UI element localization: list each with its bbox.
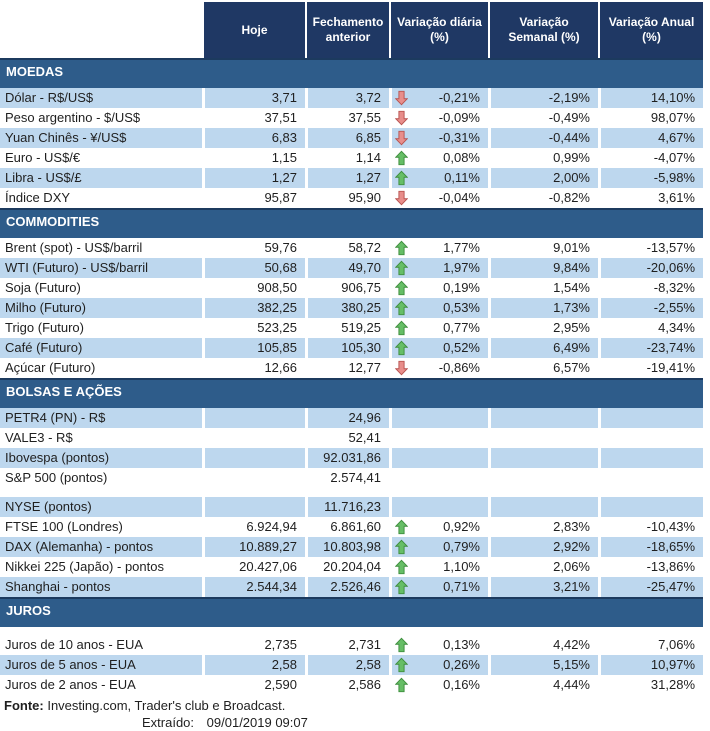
variacao-diaria-value: 0,19% — [443, 280, 480, 295]
variacao-semanal-cell — [488, 468, 598, 488]
table-row — [0, 537, 703, 557]
up-arrow-icon — [395, 280, 408, 296]
fechamento-cell: 2,586 — [305, 675, 389, 695]
up-arrow-icon — [395, 579, 408, 595]
row-gap — [0, 488, 703, 497]
variacao-semanal-cell — [488, 448, 598, 468]
hoje-cell: 2,590 — [202, 675, 305, 695]
row-label: FTSE 100 (Londres) — [5, 519, 123, 534]
variacao-semanal-cell: 9,01% — [488, 238, 598, 258]
table-row — [0, 655, 703, 675]
up-arrow-icon — [395, 340, 408, 356]
section-header-commodities: COMMODITIES — [0, 208, 703, 238]
variacao-diaria-cell — [389, 128, 488, 148]
fechamento-cell: 105,30 — [305, 338, 389, 358]
extracted-timestamp: 09/01/2019 09:07 — [206, 715, 308, 730]
variacao-anual-cell: 7,06% — [598, 635, 703, 655]
hoje-cell — [202, 448, 305, 468]
down-arrow-icon — [395, 110, 408, 126]
fechamento-cell: 906,75 — [305, 278, 389, 298]
variacao-semanal-cell: 4,44% — [488, 675, 598, 695]
variacao-anual-cell — [598, 408, 703, 428]
variacao-diaria-value: -0,09% — [438, 110, 480, 125]
column-header-hoje: Hoje — [202, 2, 305, 58]
table-row — [0, 168, 703, 188]
variacao-anual-cell: -20,06% — [598, 258, 703, 278]
hoje-cell: 2,58 — [202, 655, 305, 675]
variacao-diaria-cell — [389, 278, 488, 298]
header-spacer — [0, 2, 202, 58]
variacao-semanal-cell — [488, 408, 598, 428]
column-header-variacao-diaria: Variação diária (%) — [389, 2, 488, 58]
down-arrow-icon — [395, 190, 408, 206]
variacao-diaria-cell — [389, 298, 488, 318]
row-label: Dólar - R$/US$ — [0, 88, 202, 108]
variacao-anual-cell: 4,34% — [598, 318, 703, 338]
column-header-fechamento: Fechamento anterior — [305, 2, 389, 58]
variacao-diaria-value: 0,79% — [443, 539, 480, 554]
hoje-cell: 105,85 — [202, 338, 305, 358]
table-row — [0, 128, 703, 148]
variacao-anual-cell: 3,61% — [598, 188, 703, 208]
hoje-cell: 12,66 — [202, 358, 305, 378]
variacao-diaria-value: 0,13% — [443, 637, 480, 652]
source-text: Investing.com, Trader's club e Broadcast. — [47, 698, 286, 713]
table-row — [0, 298, 703, 318]
row-label: S&P 500 (pontos) — [5, 470, 108, 485]
hoje-cell: 2,735 — [202, 635, 305, 655]
row-label: Euro - US$/€ — [5, 150, 81, 165]
source-line — [4, 697, 703, 714]
down-arrow-icon — [395, 90, 408, 106]
hoje-cell: 3,71 — [202, 88, 305, 108]
hoje-cell: 95,87 — [202, 188, 305, 208]
up-arrow-icon — [395, 677, 408, 693]
row-label: Índice DXY — [5, 190, 71, 205]
variacao-semanal-cell — [488, 428, 598, 448]
extracted-line — [4, 714, 703, 731]
variacao-anual-cell: 98,07% — [598, 108, 703, 128]
table-row — [0, 188, 703, 208]
variacao-anual-cell — [598, 497, 703, 517]
variacao-diaria-value: -0,31% — [438, 130, 480, 145]
variacao-anual-cell: -8,32% — [598, 278, 703, 298]
fechamento-cell: 1,27 — [305, 168, 389, 188]
fechamento-cell: 2.526,46 — [305, 577, 389, 597]
row-label: Juros de 5 anos - EUA — [0, 655, 202, 675]
up-arrow-icon — [395, 170, 408, 186]
fechamento-cell: 6,85 — [305, 128, 389, 148]
variacao-diaria-cell — [389, 655, 488, 675]
variacao-anual-cell: -13,86% — [598, 557, 703, 577]
variacao-diaria-value: 0,53% — [443, 300, 480, 315]
up-arrow-icon — [395, 240, 408, 256]
variacao-diaria-cell — [389, 468, 488, 488]
variacao-diaria-value: 1,10% — [443, 559, 480, 574]
row-label: Peso argentino - $/US$ — [5, 110, 141, 125]
row-label: NYSE (pontos) — [0, 497, 202, 517]
fechamento-cell: 92.031,86 — [305, 448, 389, 468]
variacao-semanal-cell: 1,73% — [488, 298, 598, 318]
fechamento-cell: 49,70 — [305, 258, 389, 278]
row-label: Nikkei 225 (Japão) - pontos — [5, 559, 164, 574]
variacao-diaria-value: 0,11% — [444, 170, 480, 185]
hoje-cell: 37,51 — [202, 108, 305, 128]
variacao-diaria-value: 0,92% — [443, 519, 480, 534]
up-arrow-icon — [395, 300, 408, 316]
variacao-diaria-cell — [389, 537, 488, 557]
up-arrow-icon — [395, 539, 408, 555]
hoje-cell — [202, 408, 305, 428]
variacao-anual-cell: -13,57% — [598, 238, 703, 258]
variacao-semanal-cell: 0,99% — [488, 148, 598, 168]
variacao-semanal-cell: 1,54% — [488, 278, 598, 298]
variacao-diaria-value: 0,71% — [443, 579, 480, 594]
hoje-cell: 2.544,34 — [202, 577, 305, 597]
variacao-anual-cell — [598, 448, 703, 468]
row-label: WTI (Futuro) - US$/barril — [0, 258, 202, 278]
table-row — [0, 278, 703, 298]
variacao-diaria-cell — [389, 428, 488, 448]
hoje-cell: 1,15 — [202, 148, 305, 168]
table-row — [0, 258, 703, 278]
down-arrow-icon — [395, 360, 408, 376]
variacao-semanal-cell: 5,15% — [488, 655, 598, 675]
variacao-diaria-value: -0,86% — [438, 360, 480, 375]
hoje-cell: 10.889,27 — [202, 537, 305, 557]
row-label: Shanghai - pontos — [0, 577, 202, 597]
hoje-cell: 59,76 — [202, 238, 305, 258]
row-label: Juros de 10 anos - EUA — [5, 637, 144, 652]
row-label: Milho (Futuro) — [0, 298, 202, 318]
variacao-semanal-cell: 2,00% — [488, 168, 598, 188]
row-label: Café (Futuro) — [0, 338, 202, 358]
variacao-diaria-cell — [389, 675, 488, 695]
variacao-diaria-value: 0,52% — [443, 340, 480, 355]
section-header-moedas: MOEDAS — [0, 58, 703, 88]
variacao-semanal-cell: 2,83% — [488, 517, 598, 537]
variacao-diaria-cell — [389, 338, 488, 358]
variacao-diaria-cell — [389, 148, 488, 168]
variacao-anual-cell: 4,67% — [598, 128, 703, 148]
variacao-semanal-cell: 2,06% — [488, 557, 598, 577]
variacao-anual-cell: -4,07% — [598, 148, 703, 168]
table-row — [0, 358, 703, 378]
fechamento-cell: 2,731 — [305, 635, 389, 655]
up-arrow-icon — [395, 260, 408, 276]
variacao-diaria-cell — [389, 188, 488, 208]
variacao-semanal-cell: 6,49% — [488, 338, 598, 358]
up-arrow-icon — [395, 637, 408, 653]
variacao-diaria-cell — [389, 408, 488, 428]
hoje-cell: 6.924,94 — [202, 517, 305, 537]
fechamento-cell: 6.861,60 — [305, 517, 389, 537]
row-label: Soja (Futuro) — [5, 280, 81, 295]
variacao-anual-cell: -19,41% — [598, 358, 703, 378]
fechamento-cell: 2,58 — [305, 655, 389, 675]
variacao-anual-cell — [598, 428, 703, 448]
up-arrow-icon — [395, 150, 408, 166]
row-label: Libra - US$/£ — [0, 168, 202, 188]
variacao-semanal-cell: 6,57% — [488, 358, 598, 378]
table-footer — [0, 695, 703, 731]
hoje-cell: 20.427,06 — [202, 557, 305, 577]
table-row — [0, 408, 703, 428]
hoje-cell: 1,27 — [202, 168, 305, 188]
section-header-bolsas-e-acoes: BOLSAS E AÇÕES — [0, 378, 703, 408]
fechamento-cell: 37,55 — [305, 108, 389, 128]
extracted-label: Extraído: — [142, 715, 195, 730]
fechamento-cell: 11.716,23 — [305, 497, 389, 517]
variacao-semanal-cell — [488, 497, 598, 517]
table-row — [0, 577, 703, 597]
variacao-anual-cell — [598, 468, 703, 488]
fechamento-cell: 12,77 — [305, 358, 389, 378]
variacao-anual-cell: -25,47% — [598, 577, 703, 597]
fechamento-cell: 52,41 — [305, 428, 389, 448]
row-label: VALE3 - R$ — [5, 430, 73, 445]
row-label: Trigo (Futuro) — [5, 320, 84, 335]
table-row — [0, 148, 703, 168]
variacao-anual-cell: -5,98% — [598, 168, 703, 188]
table-row — [0, 448, 703, 468]
variacao-diaria-cell — [389, 258, 488, 278]
variacao-diaria-value: 0,26% — [443, 657, 480, 672]
variacao-anual-cell: -23,74% — [598, 338, 703, 358]
variacao-diaria-cell — [389, 358, 488, 378]
hoje-cell: 6,83 — [202, 128, 305, 148]
fechamento-cell: 380,25 — [305, 298, 389, 318]
row-label: PETR4 (PN) - R$ — [0, 408, 202, 428]
variacao-anual-cell: -2,55% — [598, 298, 703, 318]
up-arrow-icon — [395, 657, 408, 673]
table-row — [0, 108, 703, 128]
hoje-cell — [202, 428, 305, 448]
variacao-anual-cell: -10,43% — [598, 517, 703, 537]
variacao-diaria-cell — [389, 497, 488, 517]
variacao-semanal-cell: 4,42% — [488, 635, 598, 655]
table-body — [0, 58, 703, 695]
table-row — [0, 517, 703, 537]
hoje-cell: 50,68 — [202, 258, 305, 278]
table-row — [0, 635, 703, 655]
variacao-anual-cell: -18,65% — [598, 537, 703, 557]
fechamento-cell: 20.204,04 — [305, 557, 389, 577]
variacao-semanal-cell: -2,19% — [488, 88, 598, 108]
variacao-diaria-value: 0,16% — [443, 677, 480, 692]
table-row — [0, 497, 703, 517]
table-row — [0, 318, 703, 338]
variacao-diaria-cell — [389, 517, 488, 537]
variacao-anual-cell: 10,97% — [598, 655, 703, 675]
hoje-cell: 382,25 — [202, 298, 305, 318]
section-header-juros: JUROS — [0, 597, 703, 627]
up-arrow-icon — [395, 559, 408, 575]
fechamento-cell: 2.574,41 — [305, 468, 389, 488]
row-label: Ibovespa (pontos) — [0, 448, 202, 468]
fechamento-cell: 58,72 — [305, 238, 389, 258]
row-label: Yuan Chinês - ¥/US$ — [0, 128, 202, 148]
column-header-variacao-anual: Variação Anual (%) — [598, 2, 703, 58]
variacao-diaria-cell — [389, 108, 488, 128]
table-row — [0, 238, 703, 258]
hoje-cell — [202, 468, 305, 488]
variacao-diaria-value: 1,97% — [443, 260, 480, 275]
row-label: Açúcar (Futuro) — [5, 360, 96, 375]
row-label: Brent (spot) - US$/barril — [5, 240, 143, 255]
source-label: Fonte: — [4, 698, 44, 713]
table-row — [0, 88, 703, 108]
variacao-diaria-value: 1,77% — [443, 240, 480, 255]
row-label: DAX (Alemanha) - pontos — [0, 537, 202, 557]
down-arrow-icon — [395, 130, 408, 146]
table-row — [0, 338, 703, 358]
variacao-diaria-cell — [389, 448, 488, 468]
fechamento-cell: 10.803,98 — [305, 537, 389, 557]
hoje-cell — [202, 497, 305, 517]
variacao-semanal-cell: 3,21% — [488, 577, 598, 597]
table-row — [0, 557, 703, 577]
column-header-variacao-semanal: Variação Semanal (%) — [488, 2, 598, 58]
up-arrow-icon — [395, 320, 408, 336]
variacao-anual-cell: 31,28% — [598, 675, 703, 695]
fechamento-cell: 95,90 — [305, 188, 389, 208]
variacao-diaria-cell — [389, 168, 488, 188]
variacao-diaria-cell — [389, 635, 488, 655]
variacao-diaria-cell — [389, 88, 488, 108]
table-row — [0, 428, 703, 448]
variacao-diaria-value: -0,21% — [438, 90, 480, 105]
variacao-anual-cell: 14,10% — [598, 88, 703, 108]
variacao-diaria-value: 0,77% — [443, 320, 480, 335]
table-row — [0, 468, 703, 488]
fechamento-cell: 519,25 — [305, 318, 389, 338]
fechamento-cell: 1,14 — [305, 148, 389, 168]
variacao-diaria-cell — [389, 318, 488, 338]
variacao-diaria-value: 0,08% — [443, 150, 480, 165]
fechamento-cell: 24,96 — [305, 408, 389, 428]
section-gap — [0, 627, 703, 635]
variacao-diaria-cell — [389, 238, 488, 258]
table-row — [0, 675, 703, 695]
variacao-semanal-cell: -0,44% — [488, 128, 598, 148]
variacao-semanal-cell: 2,95% — [488, 318, 598, 338]
variacao-semanal-cell: 9,84% — [488, 258, 598, 278]
variacao-diaria-cell — [389, 577, 488, 597]
hoje-cell: 908,50 — [202, 278, 305, 298]
hoje-cell: 523,25 — [202, 318, 305, 338]
variacao-diaria-cell — [389, 557, 488, 577]
variacao-diaria-value: -0,04% — [438, 190, 480, 205]
up-arrow-icon — [395, 519, 408, 535]
fechamento-cell: 3,72 — [305, 88, 389, 108]
row-label: Juros de 2 anos - EUA — [5, 677, 136, 692]
variacao-semanal-cell: -0,82% — [488, 188, 598, 208]
variacao-semanal-cell: -0,49% — [488, 108, 598, 128]
table-header-row — [0, 2, 703, 58]
variacao-semanal-cell: 2,92% — [488, 537, 598, 557]
